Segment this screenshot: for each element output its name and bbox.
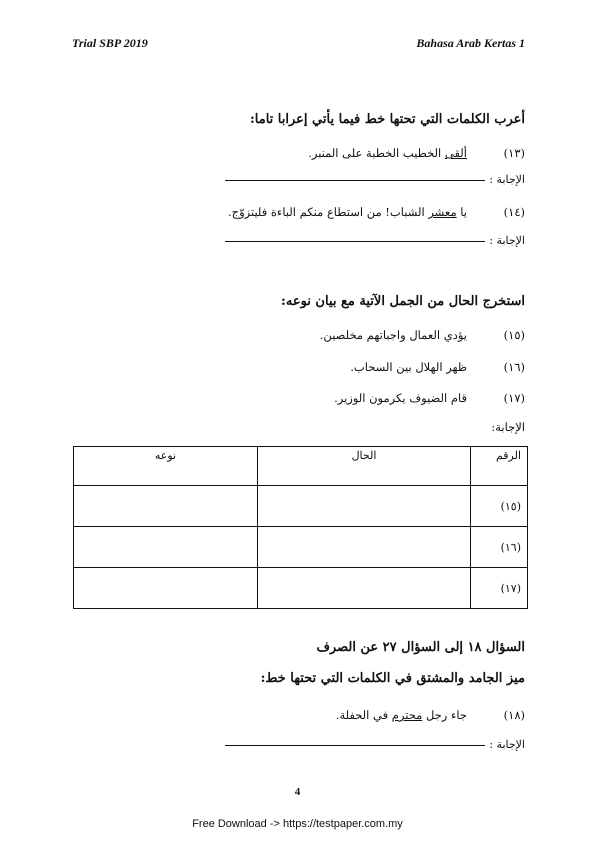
table-row xyxy=(74,568,528,609)
table-cell-hal[interactable] xyxy=(258,568,471,609)
answer-line-14 xyxy=(70,234,525,247)
table-cell-number: (١٦) xyxy=(471,527,528,568)
question-16 xyxy=(70,360,525,374)
answer-blank[interactable] xyxy=(225,744,485,746)
question-15 xyxy=(70,328,525,342)
answer-blank[interactable] xyxy=(225,240,485,242)
question-text-post: في الحفلة. xyxy=(335,708,392,722)
header-right: Bahasa Arab Kertas 1 xyxy=(416,36,525,50)
table-header-row xyxy=(74,447,528,486)
question-text: ظهر الهلال بين السحاب. xyxy=(350,360,467,374)
underlined-word: محترم xyxy=(391,708,423,722)
question-number: (١٦) xyxy=(503,360,525,374)
answer-line-13 xyxy=(70,173,525,186)
underlined-word: ألقى xyxy=(444,146,467,160)
footer-download-link[interactable]: Free Download -> https://testpaper.com.my xyxy=(192,818,403,830)
question-text-post: الشباب! من استطاع منكم الباءة فليتزوّج. xyxy=(228,205,429,219)
table-header-hal: الحال xyxy=(258,447,471,486)
header-left: Trial SBP 2019 xyxy=(72,36,148,50)
table-cell-number: (١٧) xyxy=(471,568,528,609)
question-text-post: الخطيب الخطبة على المنبر. xyxy=(308,146,445,160)
page-number: 4 xyxy=(294,786,301,798)
answer-blank[interactable] xyxy=(225,179,485,181)
table-row xyxy=(74,486,528,527)
table-cell-type[interactable] xyxy=(74,486,258,527)
question-text: قام الضيوف يكرمون الوزير. xyxy=(334,391,467,405)
section2-heading: استخرج الحال من الجمل الآتية مع بيان نوعه: xyxy=(281,294,525,309)
section1-heading: أعرب الكلمات التي تحتها خط فيما يأتي إعرابا تاما: xyxy=(249,112,525,127)
table-row xyxy=(74,527,528,568)
section3-heading: ميز الجامد والمشتق في الكلمات التي تحتها خط: xyxy=(260,671,525,686)
answer-table xyxy=(73,446,528,609)
question-text-pre: جاء رجل xyxy=(422,708,467,722)
question-13 xyxy=(70,146,525,160)
question-number: (١٤) xyxy=(503,205,525,219)
answer-line-18 xyxy=(70,738,525,751)
question-number: (١٥) xyxy=(503,328,525,342)
table-cell-hal[interactable] xyxy=(258,486,471,527)
question-text-pre: يا xyxy=(456,205,467,219)
answer-label: الإجابة : xyxy=(489,738,525,751)
question-number: (١٧) xyxy=(503,391,525,405)
section2-answer-label: الإجابة: xyxy=(491,420,525,434)
table-cell-hal[interactable] xyxy=(258,527,471,568)
table-header-type: نوعه xyxy=(74,447,258,486)
table-cell-type[interactable] xyxy=(74,527,258,568)
table-header-number: الرقم xyxy=(471,447,528,486)
question-17 xyxy=(70,391,525,405)
section3-title: السؤال ١٨ إلى السؤال ٢٧ عن الصرف xyxy=(316,640,525,655)
question-14 xyxy=(70,205,525,219)
question-number: (١٣) xyxy=(503,146,525,160)
table-cell-type[interactable] xyxy=(74,568,258,609)
table-cell-number: (١٥) xyxy=(471,486,528,527)
question-text: يؤدي العمال واجباتهم مخلصين. xyxy=(319,328,467,342)
underlined-word: معشر xyxy=(428,205,457,219)
answer-label: الإجابة : xyxy=(489,234,525,247)
question-18 xyxy=(70,708,525,722)
question-number: (١٨) xyxy=(503,708,525,722)
answer-label: الإجابة : xyxy=(489,173,525,186)
